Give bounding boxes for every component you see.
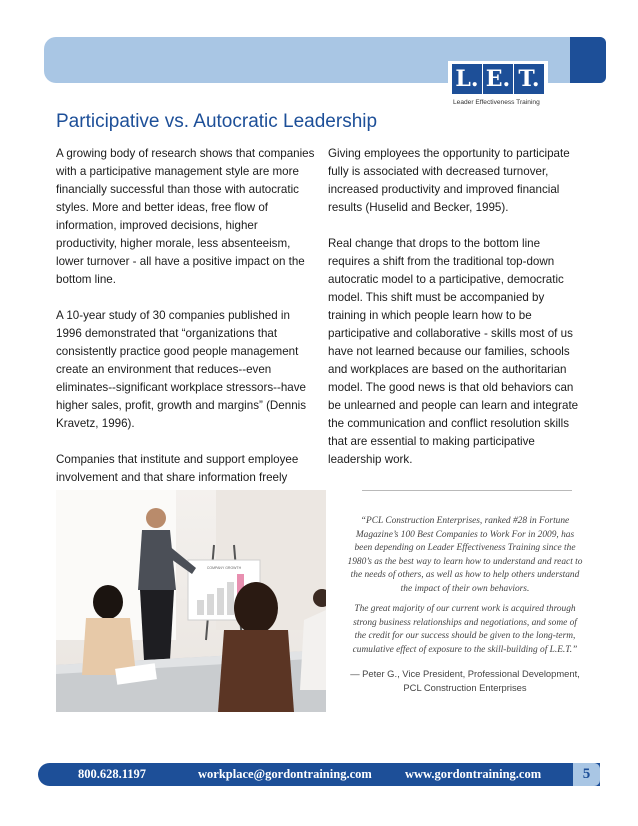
- footer-email[interactable]: workplace@gordontraining.com: [198, 767, 372, 781]
- attribution-line-2: PCL Construction Enterprises: [403, 681, 527, 693]
- flip-chart-caption: COMPANY GROWTH: [206, 566, 242, 570]
- testimonial-quote: [347, 515, 583, 664]
- chart-bar-3: [217, 588, 224, 615]
- attendee-left-top: [82, 618, 136, 675]
- page-number: 5: [573, 763, 600, 786]
- logo-letter-t: T.: [514, 64, 544, 94]
- let-logo: [448, 61, 548, 111]
- right-paragraph-1: Giving employees the opportunity to participate fully is associated with decreased turnover, increased productivity and improved financial results (Huselid and Becker, 1995).: [328, 147, 570, 214]
- right-column: [328, 145, 583, 487]
- quote-paragraph-2: The great majority of our current work is acquired through strong business relationships and negotiations, and some of the credit for our success should be given to the long-term, cumulative effect of exposure to the skill-building of L.E.T.”: [352, 604, 578, 655]
- attendee-right-hair: [234, 582, 278, 634]
- presenter-head: [146, 508, 166, 528]
- quote-divider: [362, 490, 572, 491]
- header-band-end: [570, 37, 606, 83]
- logo-letter-e: E.: [483, 64, 513, 94]
- footer-phone[interactable]: 800.628.1197: [78, 767, 147, 781]
- attendee-edge-shirt: [300, 610, 326, 690]
- left-paragraph-2: A 10-year study of 30 companies published in 1996 demonstrated that “organizations that consistently practice good people management create an environment that reduces--even eliminates--significant workplace stressors--have higher sales, profit, growth and margins” (Dennis Kravetz, 1996).: [56, 309, 307, 430]
- logo-tagline: Leader Effectiveness Training: [453, 99, 540, 106]
- page-title: Participative vs. Autocratic Leadership: [56, 111, 378, 132]
- left-column: [56, 145, 318, 541]
- chart-bar-4: [227, 582, 234, 615]
- presenter-trousers: [140, 590, 174, 660]
- logo-letters: [452, 64, 545, 94]
- quote-attribution: [347, 667, 583, 694]
- chart-bar-1: [197, 600, 204, 615]
- meeting-illustration: [56, 490, 326, 712]
- attendee-right-top: [218, 630, 294, 712]
- footer-website[interactable]: www.gordontraining.com: [405, 767, 542, 781]
- footer-bar: [38, 763, 600, 786]
- attendee-left-hair: [93, 585, 123, 619]
- quote-paragraph-1: “PCL Construction Enterprises, ranked #28 in Fortune Magazine’s 100 Best Companies to Work For in 2009, has been depending on Leader Effectiveness Training since the 1980’s as the best way to learn how to understand and react to the needs of others, as well as how to help others understand the impact of their own behaviors.: [347, 516, 583, 594]
- chart-bar-2: [207, 594, 214, 615]
- presenter-shirt: [138, 530, 176, 590]
- right-paragraph-2: Real change that drops to the bottom line requires a shift from the traditional top-down autocratic model to a participative, democratic model. This shift must be accompanied by training in which people learn how to be participative and collaborative - skills most of us have not learned because our families, schools and workplaces are based on the authoritarian model. The good news is that old behaviors can be unlearned and people can learn and integrate the communication and conflict resolution skills that are essential to making participative leadership work.: [328, 237, 579, 466]
- left-paragraph-3: Companies that institute and support employee involvement and that share information freely: [56, 453, 299, 484]
- attribution-line-1: — Peter G., Vice President, Professional Development,: [350, 668, 580, 679]
- meeting-photo: [56, 490, 326, 712]
- logo-letter-l: L.: [452, 64, 482, 94]
- left-paragraph-1: A growing body of research shows that companies with a participative management style are more financially successful than those with autocratic styles. More and better ideas, free flow of information, improved decisions, higher productivity, higher morale, less absenteeism, lower turnover - all have a positive impact on the bottom line.: [56, 147, 315, 286]
